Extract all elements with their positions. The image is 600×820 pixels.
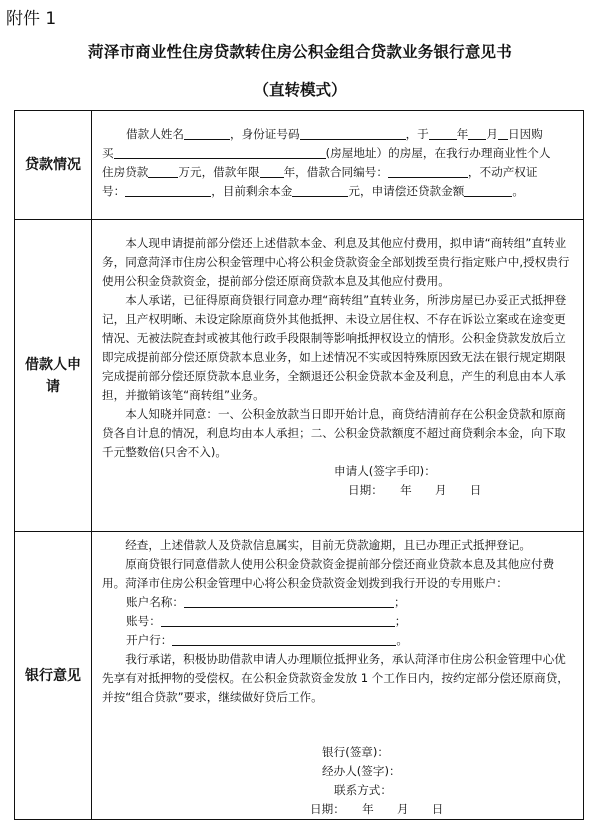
loan-line-4: 号： ，目前剩余本金 元，申请偿还贷款金额 。 [102,184,524,198]
attachment-label: 附件 1 [6,9,57,29]
opinion-paragraph-1: 经查，上述借款人及贷款信息属实，目前无贷款逾期，且已办理正式抵押登记。 [125,538,531,552]
application-paragraph-1: 本人现申请提前部分偿还上述借款本金、利息及其他应付费用，拟申请“商转组”直转业务，同意菏泽市住房公积金管理中心将公积金贷款资金全部划拨至贵行指定账户中,授权贵行使用公积金贷款资金，提前部分偿还原商贷款本息及其他应付费用。 [102,236,570,288]
contact-info: 联系方式： [334,783,392,797]
repay-amount-field[interactable] [464,183,512,197]
loan-year-field[interactable] [429,126,457,140]
id-number-field[interactable] [300,126,406,140]
account-name-field[interactable] [184,594,394,608]
opening-bank-field[interactable] [172,632,396,646]
loan-line-2: 买 (房屋地址）的房屋，在我行办理商业性个人 [102,146,551,160]
loan-info-content [92,111,584,220]
borrower-application-content [92,220,584,532]
loan-day-field[interactable] [498,126,508,140]
loan-term-field[interactable] [260,164,284,178]
property-cert-field[interactable] [125,183,211,197]
application-date: 日期： 年 月 日 [348,483,482,497]
handler-signature: 经办人(签字)： [322,764,401,778]
applicant-signature: 申请人(签字手印)： [334,464,436,478]
house-address-field[interactable] [114,145,326,159]
contract-number-field[interactable] [388,164,468,178]
opinion-paragraph-2: 原商贷银行同意借款人使用公积金贷款资金提前部分偿还商业贷款本息及其他应付费用。菏泽市住房公积金管理中心将公积金贷款资金划拨到我行开设的专用账户： [102,557,555,590]
opinion-date: 日期： 年 月 日 [310,802,444,816]
borrower-application-row [15,220,584,532]
document-subtitle: （直转模式） [253,81,347,99]
bank-seal: 银行(签章)： [322,745,390,759]
opinion-form-table [14,110,584,820]
loan-amount-field[interactable] [148,164,178,178]
loan-line-3: 住房贷款 万元，借款年限 年，借款合同编号： ，不动产权证 [102,165,538,179]
application-paragraph-3: 本人知晓并同意：一、公积金放款当日即开始计息，商贷结清前存在公积金贷款和原商贷各自计息的情况，利息均由本人承担；二、公积金贷款额度不超过商贷剩余本金，向下取千元整数倍(只舍不入)。 [102,407,566,459]
account-number-line: 账号： ； [126,614,407,628]
account-name-line: 账户名称： ； [126,595,406,609]
loan-line-1: 借款人姓名 ，身份证号码 ，于 年 月 日因购 [126,127,543,141]
application-paragraph-2: 本人承诺，已征得原商贷银行同意办理“商转组”直转业务，所涉房屋已办妥正式抵押登记，且产权明晰、未设定除原商贷外其他抵押、未设立居住权、不存在诉讼立案或在途变更情况、无被法院查封或被其他行政手段限制等影响抵押权设立的情形。公积金贷款发放后立即完成提前部分偿还原贷款本息业务，如上述情况不实或因特殊原因致无法在银行规定期限完成提前部分偿还原贷款本息业务，全额退还公积金贷款本金及利息，产生的利息由本人承担，并撤销该笔“商转组”业务。 [102,293,567,402]
remaining-principal-field[interactable] [292,183,348,197]
loan-month-field[interactable] [468,126,486,140]
account-number-field[interactable] [161,613,395,627]
loan-info-label: 贷款情况 [15,111,92,220]
bank-opinion-row [15,532,584,820]
loan-info-row [15,111,584,220]
bank-opinion-content [92,532,584,820]
borrower-name-field[interactable] [184,126,230,140]
opinion-paragraph-3: 我行承诺，积极协助借款申请人办理顺位抵押业务，承认菏泽市住房公积金管理中心优先享有对抵押物的受偿权。在公积金贷款资金发放 1 个工作日内，按约定部分偿还原商贷，并按“组合贷款”要求，继续做好贷后工作。 [102,652,569,704]
opening-bank-line: 开户行： 。 [126,633,408,647]
bank-opinion-label: 银行意见 [15,532,92,820]
borrower-application-label: 借款人申请 [15,220,92,532]
document-title: 菏泽市商业性住房贷款转住房公积金组合贷款业务银行意见书 [88,43,512,61]
